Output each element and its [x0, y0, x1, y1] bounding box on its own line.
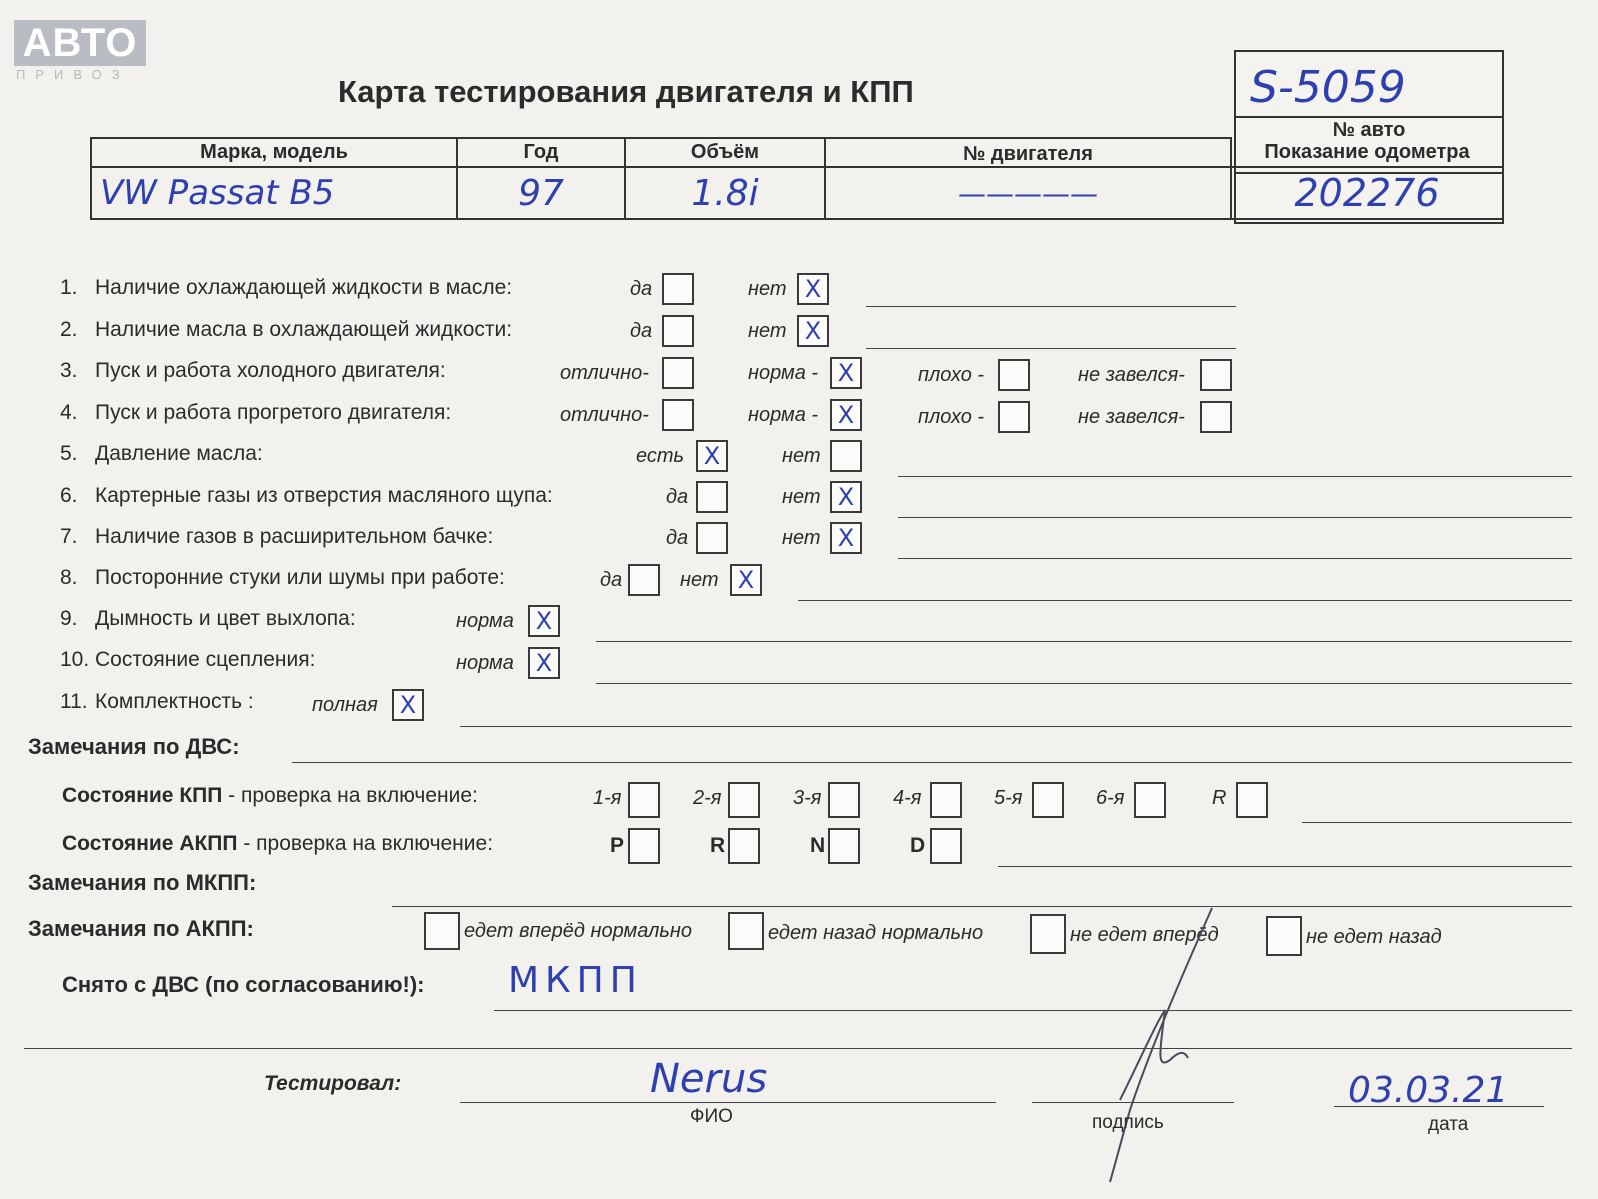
- option-label: не завелся-: [1078, 406, 1185, 428]
- checkbox-oil-pressure-no[interactable]: [830, 440, 862, 472]
- checkbox-warm-start-excellent[interactable]: [662, 399, 694, 431]
- item-label: Комплектность :: [95, 690, 254, 713]
- item-label: Пуск и работа прогретого двигателя:: [95, 401, 452, 424]
- option-label: не завелся-: [1078, 364, 1185, 386]
- checkbox-warm-start-no-start[interactable]: [1200, 401, 1232, 433]
- checkbox-warm-start-bad[interactable]: [998, 401, 1030, 433]
- option-label: не едет назад: [1306, 926, 1442, 948]
- mode-label: P: [610, 834, 625, 857]
- year-label: Год: [457, 138, 625, 167]
- option-label: плохо -: [918, 406, 985, 428]
- option-label: отлично-: [560, 362, 649, 384]
- checkbox-cold-start-excellent[interactable]: [662, 357, 694, 389]
- item-number: 3.: [60, 359, 78, 382]
- checkbox-oil-in-coolant-yes[interactable]: [662, 315, 694, 347]
- brand-logo-subtitle: ПРИВОЗ: [16, 67, 130, 82]
- item-number: 9.: [60, 607, 78, 630]
- option-label: да: [630, 278, 653, 300]
- checkbox-expansion-tank-gas-no[interactable]: X: [830, 522, 862, 554]
- option-label: да: [666, 486, 689, 508]
- checkbox-oil-in-coolant-no[interactable]: X: [797, 315, 829, 347]
- checkbox-gear-5[interactable]: [1032, 782, 1064, 818]
- odometer-value: 202276: [1231, 167, 1503, 219]
- item-label: Состояние сцепления:: [95, 648, 316, 671]
- option-label: плохо -: [918, 364, 985, 386]
- option-label: нет: [748, 278, 787, 300]
- odometer-label: Показание одометра: [1231, 138, 1503, 167]
- item-label: Картерные газы из отверстия масляного щупа:: [95, 484, 553, 507]
- option-label: не едет вперёд: [1070, 924, 1219, 946]
- option-label: норма -: [748, 404, 819, 426]
- item-number: 6.: [60, 484, 78, 507]
- engine-number-label: № двигателя: [825, 138, 1231, 167]
- tester-name-value: Nerus: [650, 1056, 768, 1102]
- checkbox-coolant-in-oil-no[interactable]: X: [797, 273, 829, 305]
- gear-label: 2-я: [693, 787, 722, 809]
- checkbox-noise-no[interactable]: X: [730, 564, 762, 596]
- checkbox-expansion-tank-gas-yes[interactable]: [696, 522, 728, 554]
- item-number: 2.: [60, 318, 78, 341]
- remarks-engine-label: Замечания по ДВС:: [28, 734, 240, 759]
- option-label: да: [630, 320, 653, 342]
- signature: [1060, 900, 1220, 1190]
- checkbox-mode-d[interactable]: [930, 828, 962, 864]
- checkbox-gear-1[interactable]: [628, 782, 660, 818]
- checkbox-gear-4[interactable]: [930, 782, 962, 818]
- checkbox-akpp-forward-ok[interactable]: [424, 912, 460, 950]
- item-label: Посторонние стуки или шумы при работе:: [95, 566, 505, 589]
- akpp-label: Состояние АКПП - проверка на включение:: [62, 832, 494, 855]
- remarks-akpp-label: Замечания по АКПП:: [28, 916, 254, 941]
- gear-label: 5-я: [994, 787, 1023, 809]
- checkbox-oil-pressure-yes[interactable]: X: [696, 440, 728, 472]
- checkbox-gear-3[interactable]: [828, 782, 860, 818]
- brand-label: Марка, модель: [91, 138, 457, 167]
- checkbox-crankcase-gas-no[interactable]: X: [830, 481, 862, 513]
- date-label: дата: [1428, 1114, 1469, 1135]
- item-label: Наличие газов в расширительном бачке:: [95, 525, 494, 548]
- option-label: едет вперёд нормально: [464, 920, 693, 942]
- volume-value: 1.8i: [625, 167, 825, 219]
- item-number: 10.: [60, 648, 90, 671]
- gear-label: 6-я: [1096, 787, 1125, 809]
- checkbox-noise-yes[interactable]: [628, 564, 660, 596]
- option-label: да: [666, 527, 689, 549]
- checkbox-warm-start-normal[interactable]: X: [830, 399, 862, 431]
- removed-value: МКПП: [508, 960, 643, 1001]
- checkbox-exhaust-normal[interactable]: X: [528, 605, 560, 637]
- checkbox-coolant-in-oil-yes[interactable]: [662, 273, 694, 305]
- gear-label: R: [1212, 787, 1227, 809]
- option-label: норма -: [748, 362, 819, 384]
- mode-label: D: [910, 834, 926, 857]
- checkbox-mode-n[interactable]: [828, 828, 860, 864]
- checkbox-mode-r[interactable]: [728, 828, 760, 864]
- item-label: Пуск и работа холодного двигателя:: [95, 359, 446, 382]
- year-value: 97: [457, 167, 625, 219]
- date-value: 03.03.21: [1348, 1070, 1509, 1111]
- option-label: да: [600, 569, 623, 591]
- checkbox-crankcase-gas-yes[interactable]: [696, 481, 728, 513]
- volume-label: Объём: [625, 138, 825, 167]
- checkbox-gear-6[interactable]: [1134, 782, 1166, 818]
- option-label: едет назад нормально: [768, 922, 984, 944]
- checkbox-akpp-no-reverse[interactable]: [1266, 916, 1302, 956]
- signature-label: подпись: [1092, 1112, 1164, 1133]
- checkbox-gear-r[interactable]: [1236, 782, 1268, 818]
- item-label: Давление масла:: [95, 442, 263, 465]
- option-label: нет: [782, 486, 821, 508]
- option-label: нет: [680, 569, 719, 591]
- gear-label: 3-я: [793, 787, 822, 809]
- option-label: нет: [782, 527, 821, 549]
- option-label: отлично-: [560, 404, 649, 426]
- page-title: Карта тестирования двигателя и КПП: [338, 74, 914, 109]
- option-label: есть: [636, 445, 685, 467]
- item-number: 1.: [60, 276, 78, 299]
- brand-value: VW Passat B5: [91, 167, 457, 219]
- item-number: 8.: [60, 566, 78, 589]
- checkbox-completeness-full[interactable]: X: [392, 689, 424, 721]
- checkbox-gear-2[interactable]: [728, 782, 760, 818]
- car-number-value: S-5059: [1250, 62, 1406, 113]
- option-label: норма: [456, 652, 514, 674]
- tested-by-label: Тестировал:: [264, 1072, 402, 1095]
- item-label: Дымность и цвет выхлопа:: [95, 607, 356, 630]
- option-label: полная: [312, 694, 378, 716]
- vehicle-info-table: [90, 137, 1504, 220]
- item-number: 4.: [60, 401, 78, 424]
- checkbox-akpp-reverse-ok[interactable]: [728, 912, 764, 950]
- fio-label: ФИО: [690, 1106, 733, 1127]
- checkbox-mode-p[interactable]: [628, 828, 660, 864]
- item-label: Наличие охлаждающей жидкости в масле:: [95, 276, 513, 299]
- checkbox-cold-start-bad[interactable]: [998, 359, 1030, 391]
- option-label: норма: [456, 610, 514, 632]
- removed-label: Снято с ДВС (по согласованию!):: [62, 972, 425, 997]
- gear-label: 1-я: [593, 787, 622, 809]
- mode-label: R: [710, 834, 726, 857]
- gear-label: 4-я: [893, 787, 922, 809]
- item-label: Наличие масла в охлаждающей жидкости:: [95, 318, 513, 341]
- mode-label: N: [810, 834, 826, 857]
- kpp-label: Состояние КПП - проверка на включение:: [62, 784, 478, 807]
- checkbox-clutch-normal[interactable]: X: [528, 647, 560, 679]
- option-label: нет: [782, 445, 821, 467]
- brand-logo: АВТО: [14, 20, 146, 66]
- item-number: 11.: [60, 690, 88, 713]
- checkbox-cold-start-normal[interactable]: X: [830, 357, 862, 389]
- car-number-label: № авто: [1332, 119, 1406, 141]
- checkbox-cold-start-no-start[interactable]: [1200, 359, 1232, 391]
- option-label: нет: [748, 320, 787, 342]
- remarks-mkpp-label: Замечания по МКПП:: [28, 870, 257, 895]
- item-number: 5.: [60, 442, 78, 465]
- item-number: 7.: [60, 525, 78, 548]
- engine-number-value: —————: [825, 167, 1231, 219]
